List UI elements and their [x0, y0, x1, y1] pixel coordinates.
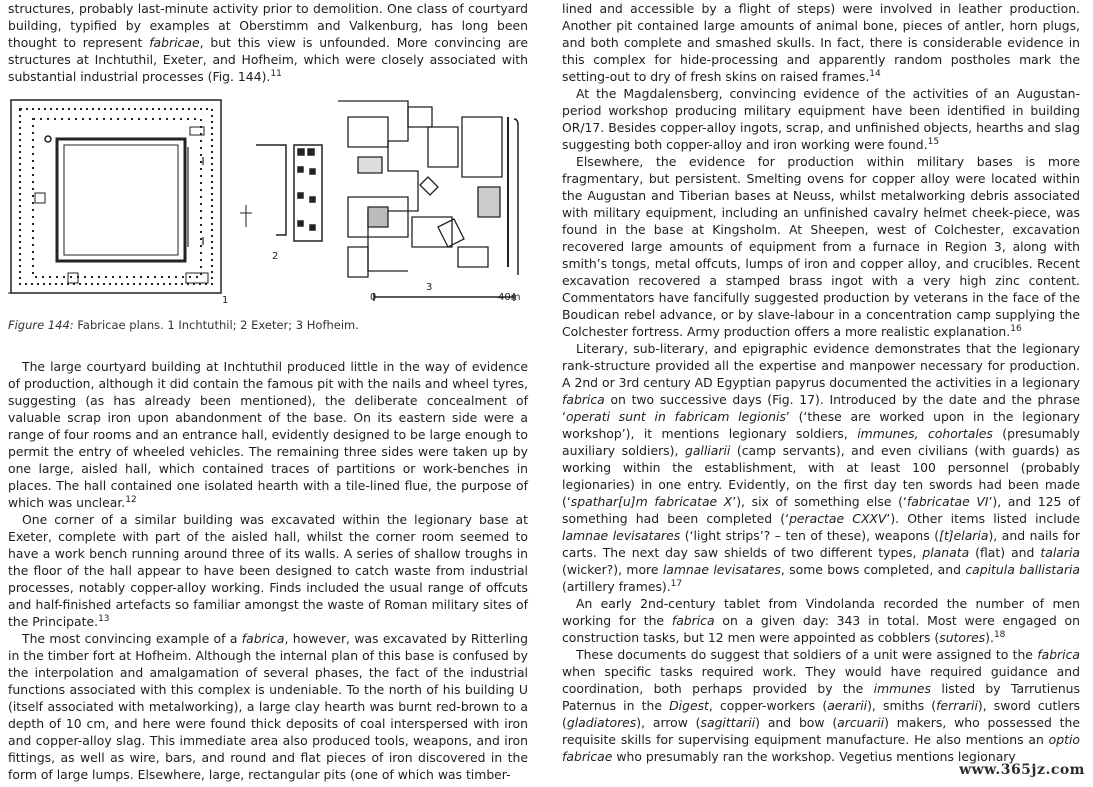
footnote-ref[interactable]: 18 [993, 629, 1006, 640]
paragraph-intro: structures, probably last-minute activity prior to demolition. One class of courtyard building, typified by examples at Oberstimm and Valkenburg, has long been thought to represent fabricae, but this view is unfounded. More convincing are structures at Inchtuthil, Exeter, and Hofheim, which were closely associated with substantial industrial processes (Fig. 144).$^{11}$ [8, 1, 528, 84]
plan-exeter [240, 145, 322, 241]
footnote-ref[interactable]: 14 [869, 68, 881, 79]
footnote-ref[interactable]: 12 [125, 494, 137, 505]
plan-label-2: 2 [272, 251, 279, 262]
plan-label-1: 1 [222, 295, 229, 306]
figure-144-plans [8, 97, 524, 313]
paragraph-neuss: Elsewhere, the evidence for production within military bases is more fragmentary, but persistent. Smelting ovens for copper alloy were located within the Augustan and Tiberian bases at Neuss, whilst metalworking debris associated with military equipment, including an unfinished cavalry helmet cheek-piece, was found in the base at Kingsholm. At Sheepen, west of Colchester, excavation recovered large amounts of equipment from a furnace in Region 3, along with smith’s tongs, metal offcuts, lumps of iron and copper alloy, and crucibles. Recent excavation recovered a stamped brass ingot with a very high zinc content. Commentators have fancifully suggested production by veterans in the face of the Boudican rebel advance, or by slave-labour in a concentration camp supplying the Colchester fortress. Army production offers a more realistic explanation.$^{16}$ [562, 154, 1080, 339]
site-watermark: www.365jz.com [959, 762, 1085, 778]
plan-label-3: 3 [426, 282, 433, 293]
paragraph-documents: These documents do suggest that soldiers of a unit were assigned to the fabrica when specific tasks required work. They would have required guidance and coordination, both perhaps provided by the immunes listed by Tarrutienus Paternus in the Digest, copper-workers (aerarii), smiths (ferrarii), sword cutlers (gladiatores), arrow (sagittarii) and bow (arcuarii) makers, who possessed the requisite skills for supervising equipment manufacture. He also mentions an optio fabricae who presumably ran the workshop. Vegetius mentions legionary [562, 647, 1081, 764]
paragraph-leather: lined and accessible by a flight of steps) were involved in leather production. Another pit contained large amounts of animal bone, pieces of antler, horn plugs, and both complete and smashed skulls. In fact, there is considerable evidence in this complex for hide-processing and apparently random postholes mark the setting-out to dry of fresh skins on raised frames.$^{14}$ [562, 1, 1080, 84]
left-column [8, 0, 528, 783]
scale-bar [374, 293, 514, 301]
fabricae-plans-drawing [8, 97, 524, 313]
paragraph-exeter: One corner of a similar building was excavated within the legionary base at Exeter, complete with part of the aisled hall, whilst the corner room seemed to have a work bench running around three of its walls. A series of shallow troughs in the floor of the hall appear to have been designed to catch waste from industrial processes, notably copper-alloy working. Finds included the usual range of offcuts and half-finished artefacts so familiar amongst the waste of Roman military sites of the Principate.$^{13}$ [8, 512, 528, 629]
caption-text: Fabricae plans. 1 Inchtuthil; 2 Exeter; 3 Hofheim. [77, 318, 359, 332]
footnote-ref[interactable]: 11 [270, 68, 282, 79]
right-column [562, 0, 1080, 765]
figure-caption [8, 317, 528, 334]
paragraph-papyrus: Literary, sub-literary, and epigraphic evidence demonstrates that the legionary rank-structure provided all the expertise and manpower necessary for production. A 2nd or 3rd century AD Egyptian papyrus documented the activities in a legionary fabrica on two successive days (Fig. 17). Introduced by the date and the phrase ‘operati sunt in fabricam legionis’ (‘these are worked upon in the legionary workshop’), it mentions legionary soldiers, immunes, cohortales (presumably auxiliary soldiers), galliarii (camp servants), and even civilians (with guards) as working within the establishment, with at least 100 personnel (probably legionaries) in one entry. Evidently, on the first day ten swords had been made (‘spathar[u]m fabricatae X’), six of something else (‘fabricatae VI’), and 125 of something had been completed (‘peractae CXXV’). Other items listed include lamnae levisatares (‘light strips’? – ten of these), weapons ([t]elaria), and nails for carts. The next day saw shields of two different types, planata (flat) and talaria (wicker?), more lamnae levisatares, some bows completed, and capitula ballistaria (artillery frames).$^{17}$ [562, 341, 1081, 594]
plan-hofheim [338, 101, 518, 277]
scale-end-label: 40m [498, 292, 521, 303]
footnote-ref[interactable]: 16 [1010, 323, 1022, 334]
paragraph-hofheim: The most convincing example of a fabrica, however, was excavated by Ritterling in the timber fort at Hofheim. Although the internal plan of this base is confused by the interpolation and amalgamation of several phases, the fact of the industrial functions associated with this complex is undeniable. To the north of his building U (itself associated with metalworking), a large clay hearth was burnt red-brown to a depth of 10 cm, and here were found thick deposits of coal interspersed with iron and copper-alloy slag. This immediate area also produced tools, weapons, and iron fittings, as well as wire, bars, and round and flat pieces of iron discovered in the form of large lumps. Elsewhere, large, rectangular pits (one of which was timber- [8, 631, 529, 782]
plan-inchtuthil [8, 100, 221, 293]
paragraph-vindolanda: An early 2nd-century tablet from Vindolanda recorded the number of men working for the fabrica on a given day: 343 in total. Most were engaged on construction tasks, but 12 men were appointed as cobblers (sutores).$^{18}$ [562, 596, 1080, 645]
footnote-ref[interactable]: 13 [98, 613, 110, 624]
paragraph-inchtuthil: The large courtyard building at Inchtuthil produced little in the way of evidence of production, although it did contain the famous pit with the nails and wheel tyres, suggesting (as has already been mentioned), the deliberate concealment of valuable scrap iron upon abandonment of the base. On its eastern side were a range of four rooms and an entrance hall, evidently designed to be large enough to permit the entry of wheeled vehicles. The remaining three sides were taken up by one large, aisled hall, which contained traces of partitions or work-benches in places. The hall contained one isolated hearth with a tile-lined flue, the purpose of which was unclear.$^{12}$ [8, 359, 528, 510]
footnote-ref[interactable]: 17 [670, 578, 683, 589]
scale-start-label: 0 [370, 292, 377, 303]
paragraph-magdalensberg: At the Magdalensberg, convincing evidence of the activities of an Augustan-period workshop producing military equipment have been identified in building OR/17. Besides copper-alloy ingots, scrap, and unfinished objects, hearths and slag suggesting both copper-alloy and iron working were found.$^{15}$ [562, 86, 1080, 152]
caption-label: Figure 144: [8, 318, 74, 332]
footnote-ref[interactable]: 15 [927, 136, 940, 147]
